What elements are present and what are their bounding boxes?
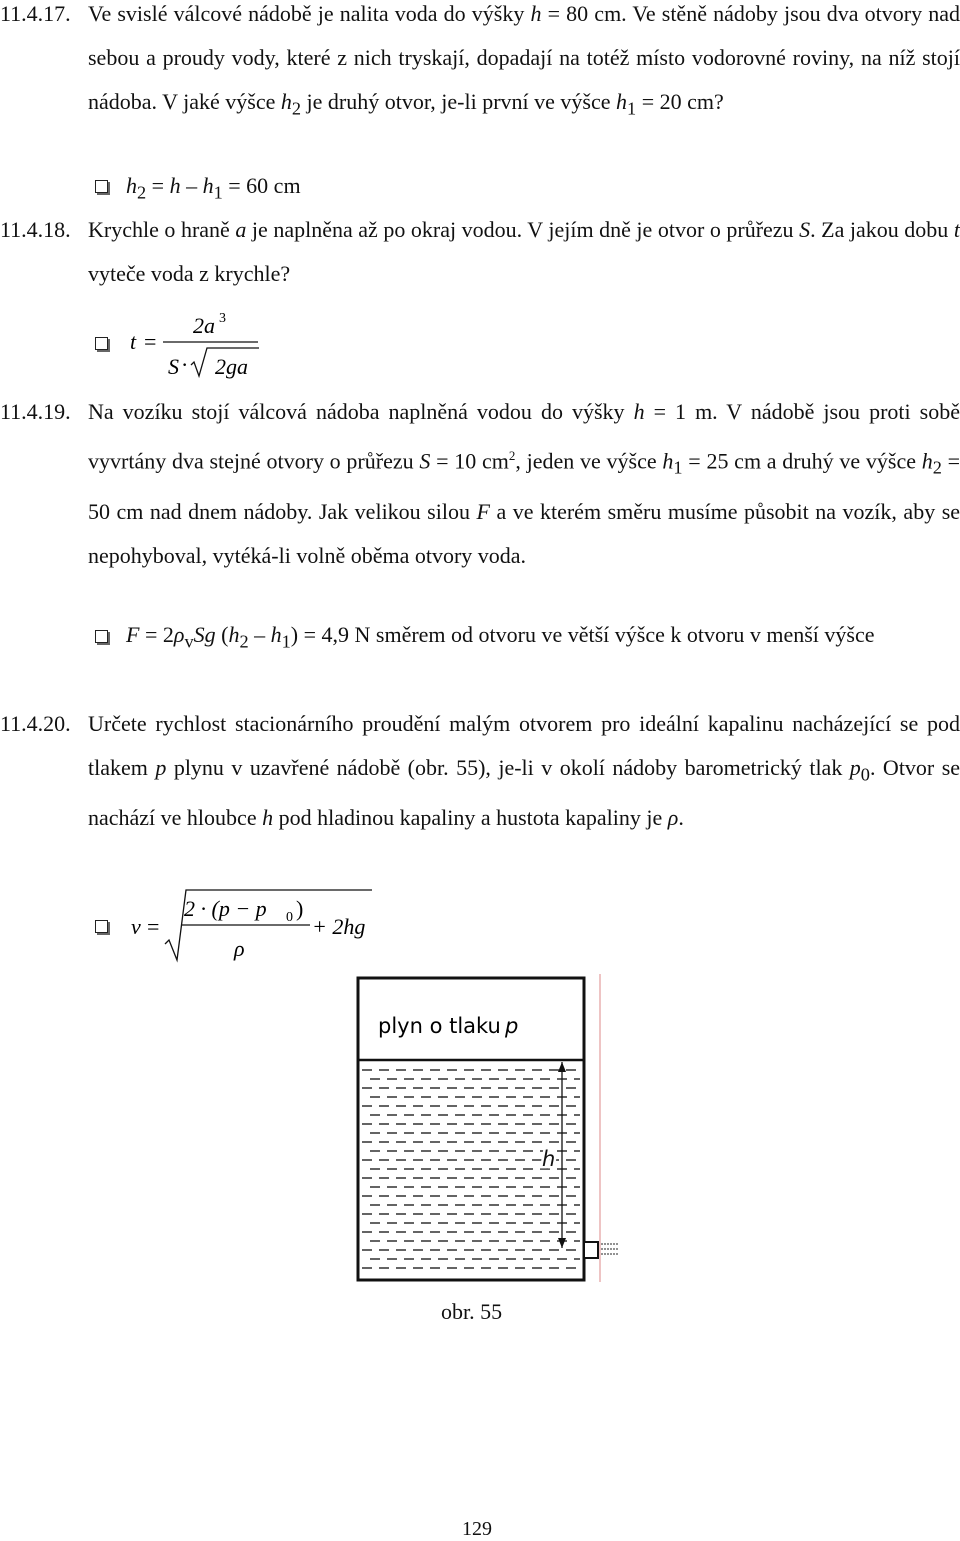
spray-dot [607, 1243, 609, 1245]
text: – [186, 173, 198, 198]
spray-dot [613, 1243, 615, 1245]
var-h: h [633, 399, 645, 424]
text: = [151, 173, 165, 198]
formula-numerator: 2a [193, 313, 215, 338]
problem-11-4-18 [0, 208, 960, 296]
spray-dot [616, 1253, 618, 1255]
spray-dot [616, 1248, 618, 1250]
text: , jeden ve výšce [515, 448, 657, 474]
figure-tank [340, 970, 640, 1290]
spray-dot [607, 1248, 609, 1250]
spray-dot [613, 1248, 615, 1250]
spray-dot [607, 1253, 609, 1255]
text: vyteče voda z krychle? [88, 261, 291, 286]
answer-checkbox-icon [95, 920, 108, 933]
text: a ve kterém směru musíme působit na vozík, aby se nepohyboval, vytéká-li volně oběma otvory voda. [88, 498, 960, 568]
subscript: 1 [281, 631, 291, 652]
subscript: 0 [860, 764, 870, 785]
formula-lhs: v [131, 914, 141, 939]
formula-exponent: 3 [219, 311, 226, 326]
var-rho: ρ [667, 805, 679, 831]
text: Krychle o hraně [88, 217, 230, 242]
var-h: h [262, 805, 274, 831]
subscript: 1 [627, 98, 637, 119]
spray-dot [610, 1253, 612, 1255]
depth-label: h [542, 1147, 556, 1171]
text: je druhý otvor, je-li první ve výšce [306, 89, 611, 114]
formula-num-close: ) [296, 896, 304, 921]
superscript: 2 [508, 448, 516, 463]
problem-number: 11.4.18. [0, 217, 71, 242]
var: h [202, 173, 214, 198]
formula-num-sub: 0 [286, 910, 293, 925]
var-p0: p [849, 755, 861, 780]
problem-11-4-17 [0, 0, 960, 130]
arrow-head-up-icon [558, 1062, 566, 1072]
outlet-nozzle [584, 1242, 598, 1258]
subscript: v [184, 631, 194, 652]
formula-v [120, 880, 390, 970]
subscript: 2 [932, 457, 942, 478]
var-F: F [126, 622, 140, 647]
var-h2: h [921, 448, 933, 474]
formula-plus-term: + 2hg [312, 914, 366, 939]
var-S: S [419, 448, 431, 474]
gas-label-p: p [505, 1014, 519, 1038]
formula-eq: = [144, 329, 157, 354]
text: . Za jakou dobu [810, 217, 949, 242]
formula-t [120, 300, 280, 380]
formula-eq: = [147, 914, 160, 939]
answer-checkbox-icon [95, 337, 108, 350]
formula-den-S: S [168, 354, 179, 379]
figure-caption: obr. 55 [441, 1299, 503, 1324]
var-a: a [235, 217, 247, 242]
var-h2: h [228, 622, 240, 647]
problem-number: 11.4.19. [0, 399, 71, 424]
text: . Otvor se nachází ve hloubce [88, 755, 960, 831]
spray-dot [616, 1243, 618, 1245]
spray-dot [601, 1243, 603, 1245]
spray-dot [601, 1248, 603, 1250]
spray-dot [601, 1253, 603, 1255]
text: pod hladinou kapaliny a hustota kapaliny je [278, 805, 663, 831]
text: = 20 cm? [641, 89, 724, 114]
water-jet-icon [601, 1243, 618, 1255]
gas-label: plyn o tlaku [378, 1014, 501, 1038]
var: h [126, 173, 137, 198]
var-h: h [530, 1, 542, 26]
text: = 1 m. V nádobě jsou proti sobě vyvrtány dva stejné otvory o průřezu [88, 399, 960, 474]
subscript: 1 [673, 457, 683, 478]
var: h [169, 173, 181, 198]
text: = 80 cm. Ve stěně nádoby jsou dva otvory nad sebou a proudy vody, které z nich tryskají, dopadají na totéž místo vodorovné roviny, na níž stojí nádoba. V jaké výšce [88, 1, 960, 114]
text: Ve svislé válcové nádobě je nalita voda do výšky [88, 1, 525, 26]
answer-11-4-17 [0, 164, 960, 214]
var-F: F [476, 498, 490, 524]
var-S: S [799, 217, 811, 242]
subscript: 2 [137, 182, 147, 203]
text: Na vozíku stojí válcová nádoba naplněná vodou do výšky [88, 399, 625, 424]
text: Určete rychlost stacionárního proudění malým otvorem pro ideální kapalinu nacházející se pod tlakem [88, 711, 960, 780]
spray-dot [613, 1253, 615, 1255]
problem-number: 11.4.20. [0, 711, 71, 736]
var-h1: h [616, 89, 628, 114]
formula-numerator: 2 · (p − p [184, 896, 267, 921]
arrow-head-down-icon [558, 1238, 566, 1248]
spray-dot [610, 1248, 612, 1250]
subscript: 2 [291, 98, 302, 119]
text: = 25 cm a druhý ve výšce [688, 448, 916, 474]
var-rho: ρ [173, 622, 185, 647]
var-p: p [155, 755, 167, 780]
text: = 10 cm [436, 448, 509, 474]
text: plynu v uzavřené nádobě (obr. 55), je-li v okolí nádoby barometrický tlak [173, 755, 843, 780]
spray-dot [604, 1248, 606, 1250]
problem-11-4-19 [0, 390, 960, 578]
var-t: t [953, 217, 960, 242]
var-h1: h [662, 448, 674, 474]
text: = 60 cm [228, 173, 301, 198]
var-h1: h [270, 622, 282, 647]
page-number: 129 [462, 1518, 492, 1540]
text: . [678, 805, 684, 831]
spray-dot [610, 1243, 612, 1245]
problem-number: 11.4.17. [0, 1, 71, 26]
var-g: g [204, 622, 216, 647]
text: = 50 cm nad dnem nádoby. Jak velikou silou [88, 448, 960, 524]
var-h2: h [280, 89, 292, 114]
subscript: 2 [239, 631, 249, 652]
formula-den-rad: 2ga [215, 354, 248, 379]
var-S: S [193, 622, 205, 647]
formula-dot: · [181, 352, 189, 377]
subscript: 1 [213, 182, 223, 203]
formula-denominator: ρ [234, 936, 245, 961]
text: – [254, 622, 266, 647]
text: ) = 4,9 N směrem od otvoru ve větší výšce k otvoru v menší výšce [290, 622, 875, 647]
answer-11-4-19 [0, 613, 960, 663]
problem-11-4-20 [0, 702, 960, 840]
spray-dot [604, 1253, 606, 1255]
text: = 2 [144, 622, 174, 647]
spray-dot [604, 1243, 606, 1245]
formula-lhs: t [130, 329, 137, 354]
text: je naplněna až po okraj vodou. V jejím dně je otvor o průřezu [251, 217, 794, 242]
text: ( [221, 622, 229, 647]
